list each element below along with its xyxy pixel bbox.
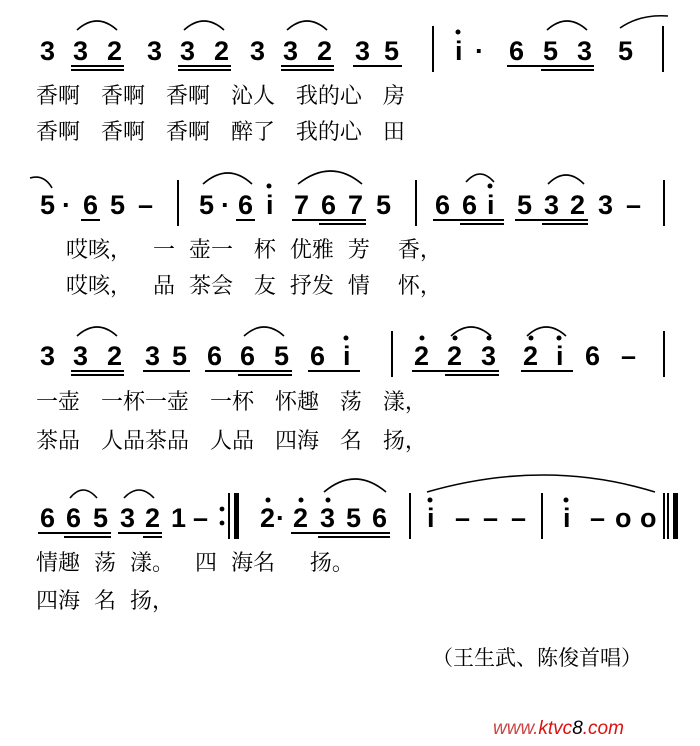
svg-text:6: 6 (240, 341, 256, 371)
svg-text:3: 3 (145, 341, 161, 371)
svg-text:6: 6 (310, 341, 326, 371)
svg-text:5: 5 (199, 190, 215, 220)
site-suffix: .com (582, 718, 624, 739)
svg-text:6: 6 (509, 36, 525, 66)
svg-text:2: 2 (145, 503, 161, 533)
svg-text:–: – (483, 503, 499, 533)
svg-text:6: 6 (40, 503, 56, 533)
line-1-notes (40, 36, 633, 66)
svg-text:1: 1 (171, 503, 187, 533)
svg-text:–: – (193, 503, 209, 533)
final-barline (668, 493, 678, 539)
svg-text:5: 5 (376, 190, 392, 220)
svg-text:5: 5 (346, 503, 362, 533)
svg-text:6: 6 (321, 190, 337, 220)
svg-text:–: – (455, 503, 471, 533)
singer-credit: （王生武、陈俊首唱） (432, 646, 642, 670)
line-1-lyric-2: 香啊 香啊 香啊 醉了 我的心 田 (36, 120, 405, 145)
line-4-lyric-1: 情趣 荡 漾。 四 海名 扬。 (36, 551, 354, 576)
svg-text:3: 3 (598, 190, 614, 220)
svg-text:i: i (563, 503, 571, 533)
site-prefix: www. (493, 718, 539, 739)
line-4-notes (40, 503, 657, 533)
line-4-notation (0, 0, 1, 1)
svg-text:–: – (621, 341, 637, 371)
svg-text:o: o (640, 503, 657, 533)
svg-text:3: 3 (40, 36, 56, 66)
svg-text:2: 2 (293, 503, 309, 533)
svg-text:i: i (343, 341, 351, 371)
svg-text:3: 3 (250, 36, 266, 66)
svg-text:5: 5 (110, 190, 126, 220)
line-3-notes (40, 341, 636, 371)
svg-text:5: 5 (172, 341, 188, 371)
svg-text:3: 3 (147, 36, 163, 66)
svg-text:3: 3 (544, 190, 560, 220)
svg-text:3: 3 (481, 341, 497, 371)
svg-text:3: 3 (73, 341, 89, 371)
line-3-lyric-1: 一壶 一杯一壶 一杯 怀趣 荡 漾， (36, 390, 427, 415)
svg-text:5: 5 (93, 503, 109, 533)
svg-text:2: 2 (447, 341, 463, 371)
site-name-1: ktvc (538, 718, 573, 739)
svg-text:2: 2 (317, 36, 333, 66)
svg-text:2: 2 (523, 341, 539, 371)
svg-text:3: 3 (355, 36, 371, 66)
svg-text:3: 3 (180, 36, 196, 66)
line-1-lyric-1: 香啊 香啊 香啊 沁人 我的心 房 (36, 84, 405, 109)
svg-text:3: 3 (120, 503, 136, 533)
svg-text:7: 7 (294, 190, 310, 220)
svg-text:i: i (427, 503, 435, 533)
svg-text:·: · (475, 36, 484, 66)
line-4-lyric-2: 四海 名 扬， (36, 589, 174, 614)
line-2-lyric-2: 哎咳， 品 茶会 友 抒发 情 怀， (52, 274, 442, 299)
svg-text:–: – (138, 190, 154, 220)
site-name-2: 8 (572, 718, 583, 739)
svg-text:i: i (556, 341, 564, 371)
svg-text:i: i (455, 36, 463, 66)
svg-text:3: 3 (283, 36, 299, 66)
svg-text:5: 5 (384, 36, 400, 66)
svg-text:6: 6 (207, 341, 223, 371)
svg-text:7: 7 (348, 190, 364, 220)
svg-text:2: 2 (260, 503, 276, 533)
line-2-lyric-1: 哎咳， 一 壶一 杯 优雅 芳 香， (52, 238, 442, 263)
svg-text:2: 2 (107, 341, 123, 371)
svg-text:–: – (511, 503, 527, 533)
repeat-sign (220, 493, 239, 539)
svg-text:3: 3 (73, 36, 89, 66)
svg-text:5: 5 (517, 190, 533, 220)
svg-text:2: 2 (570, 190, 586, 220)
svg-text:i: i (266, 190, 274, 220)
svg-text:6: 6 (462, 190, 478, 220)
svg-text:5: 5 (618, 36, 634, 66)
svg-text:i: i (487, 190, 495, 220)
svg-text:6: 6 (238, 190, 254, 220)
svg-text:6: 6 (83, 190, 99, 220)
svg-text:–: – (590, 503, 606, 533)
svg-text:3: 3 (320, 503, 336, 533)
svg-text:6: 6 (372, 503, 388, 533)
svg-text:·: · (62, 190, 71, 220)
svg-text:5: 5 (40, 190, 56, 220)
svg-text:2: 2 (414, 341, 430, 371)
svg-text:6: 6 (585, 341, 601, 371)
svg-text:6: 6 (435, 190, 451, 220)
svg-text:–: – (626, 190, 642, 220)
svg-text:2: 2 (107, 36, 123, 66)
svg-text:3: 3 (577, 36, 593, 66)
svg-text:o: o (615, 503, 632, 533)
svg-text:5: 5 (274, 341, 290, 371)
svg-text:3: 3 (40, 341, 56, 371)
svg-text:5: 5 (543, 36, 559, 66)
site-watermark (493, 718, 624, 740)
svg-text:·: · (276, 503, 285, 533)
svg-text:·: · (221, 190, 230, 220)
svg-text:2: 2 (214, 36, 230, 66)
line-2-notes (40, 190, 641, 220)
line-3-lyric-2: 茶品 人品茶品 人品 四海 名 扬， (36, 429, 427, 454)
svg-text:6: 6 (66, 503, 82, 533)
